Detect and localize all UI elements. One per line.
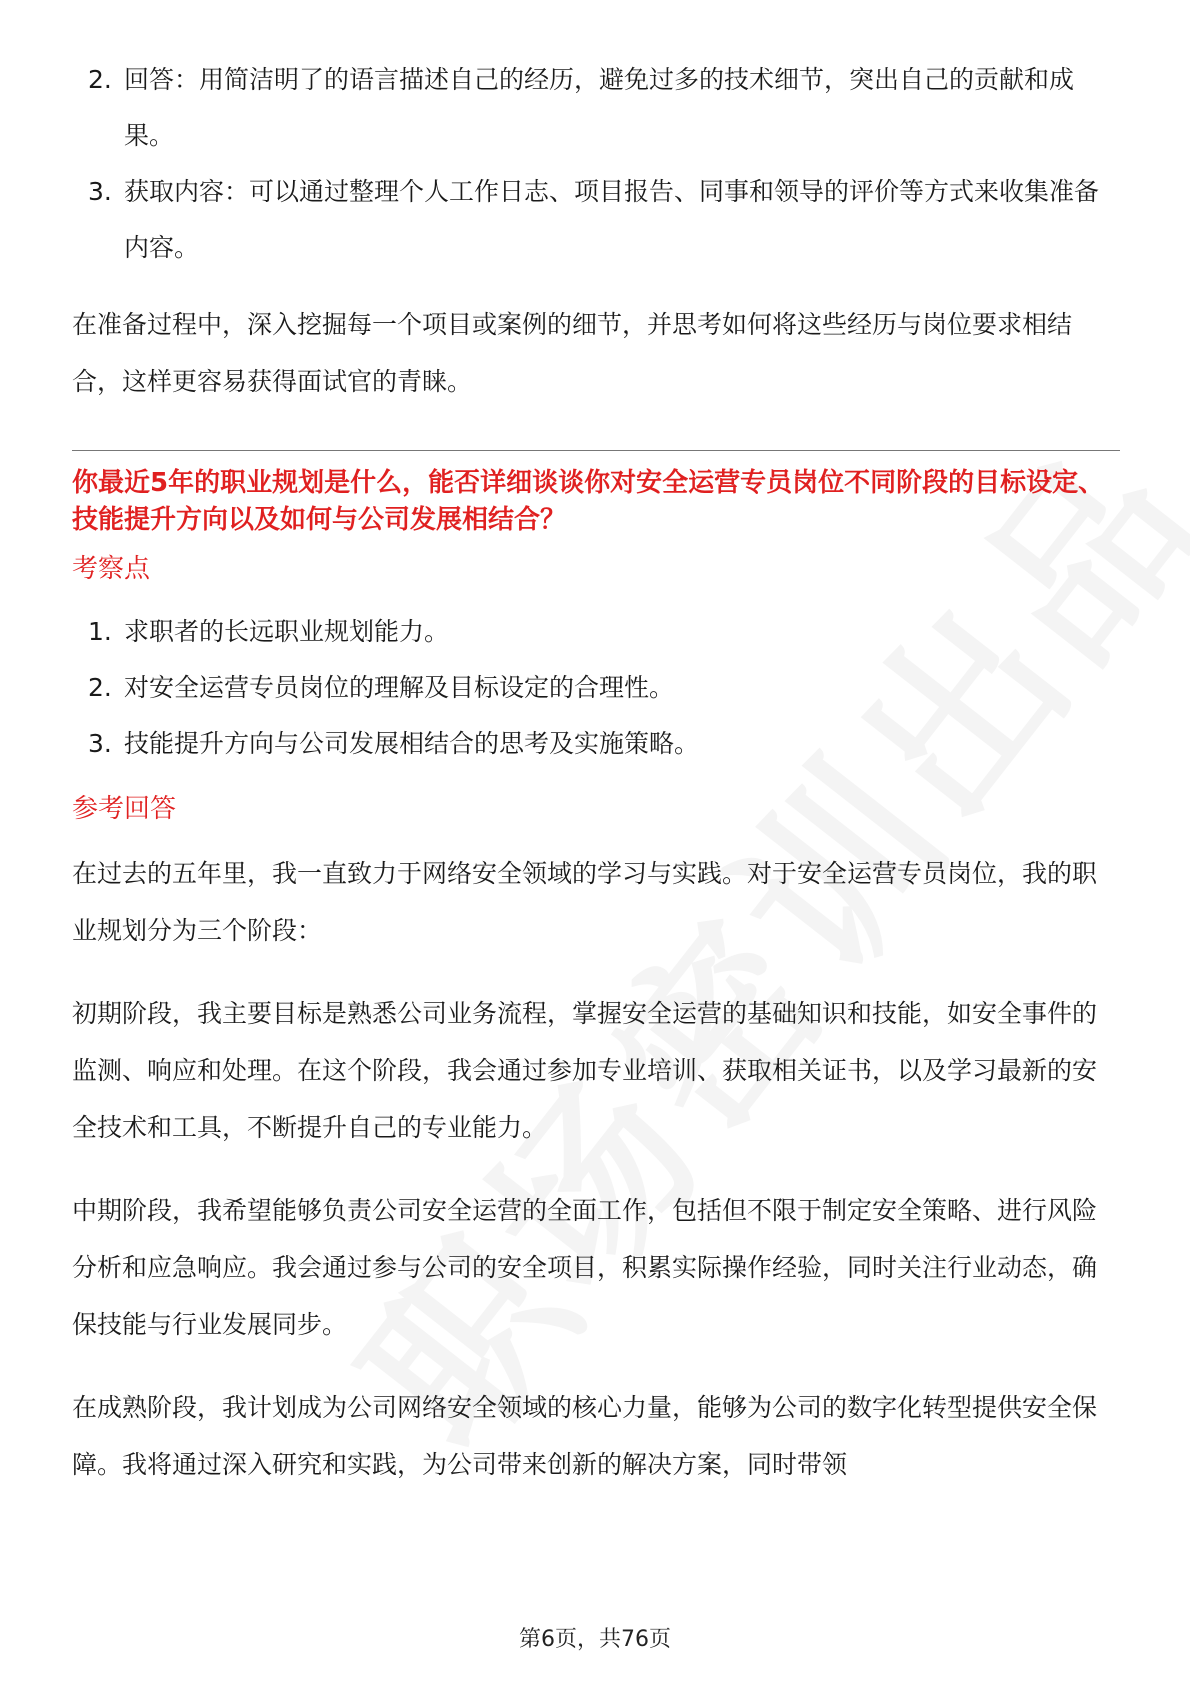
list-item xyxy=(72,52,1120,164)
list-item xyxy=(72,661,1120,715)
list-item-number: 1. xyxy=(88,617,112,646)
list-item xyxy=(72,605,1120,659)
list-item-text: 回答：用简洁明了的语言描述自己的经历，避免过多的技术细节，突出自己的贡献和成果。 xyxy=(124,65,1075,150)
answer-paragraph: 在成熟阶段，我计划成为公司网络安全领域的核心力量，能够为公司的数字化转型提供安全保障。我将通过深入研究和实践，为公司带来创新的解决方案，同时带领 xyxy=(72,1393,1098,1479)
page-number: 第6页，共76页 xyxy=(519,1627,671,1652)
prep-list xyxy=(72,52,1120,276)
answer-paragraph: 在过去的五年里，我一直致力于网络安全领域的学习与实践。对于安全运营专员岗位，我的职业规划分为三个阶段： xyxy=(72,859,1098,945)
list-item-text: 对安全运营专员岗位的理解及目标设定的合理性。 xyxy=(124,673,675,702)
section-divider xyxy=(72,450,1120,451)
list-item-text: 求职者的长远职业规划能力。 xyxy=(124,617,450,646)
list-item-number: 2. xyxy=(88,65,112,94)
focus-title: 考察点 xyxy=(72,554,151,584)
list-item-number: 3. xyxy=(88,729,112,758)
answer-paragraph: 初期阶段，我主要目标是熟悉公司业务流程，掌握安全运营的基础知识和技能，如安全事件的监测、响应和处理。在这个阶段，我会通过参加专业培训、获取相关证书，以及学习最新的安全技术和工具，不断提升自己的专业能力。 xyxy=(72,999,1098,1142)
list-item-text: 获取内容：可以通过整理个人工作日志、项目报告、同事和领导的评价等方式来收集准备内容。 xyxy=(124,177,1100,262)
intro-paragraph: 在准备过程中，深入挖掘每一个项目或案例的细节，并思考如何将这些经历与岗位要求相结合，这样更容易获得面试官的青睐。 xyxy=(72,310,1073,396)
list-item-number: 3. xyxy=(88,177,112,206)
page-content xyxy=(72,52,1120,1493)
list-item-text: 技能提升方向与公司发展相结合的思考及实施策略。 xyxy=(124,729,700,758)
list-item-number: 2. xyxy=(88,673,112,702)
answer-paragraph: 中期阶段，我希望能够负责公司安全运营的全面工作，包括但不限于制定安全策略、进行风险分析和应急响应。我会通过参与公司的安全项目，积累实际操作经验，同时关注行业动态，确保技能与行业发展同步。 xyxy=(72,1196,1098,1339)
list-item xyxy=(72,717,1120,771)
interview-question: 你最近5年的职业规划是什么，能否详细谈谈你对安全运营专员岗位不同阶段的目标设定、技能提升方向以及如何与公司发展相结合？ xyxy=(72,468,1105,535)
answer-title: 参考回答 xyxy=(72,794,177,824)
list-item xyxy=(72,164,1120,276)
focus-list xyxy=(72,605,1120,771)
